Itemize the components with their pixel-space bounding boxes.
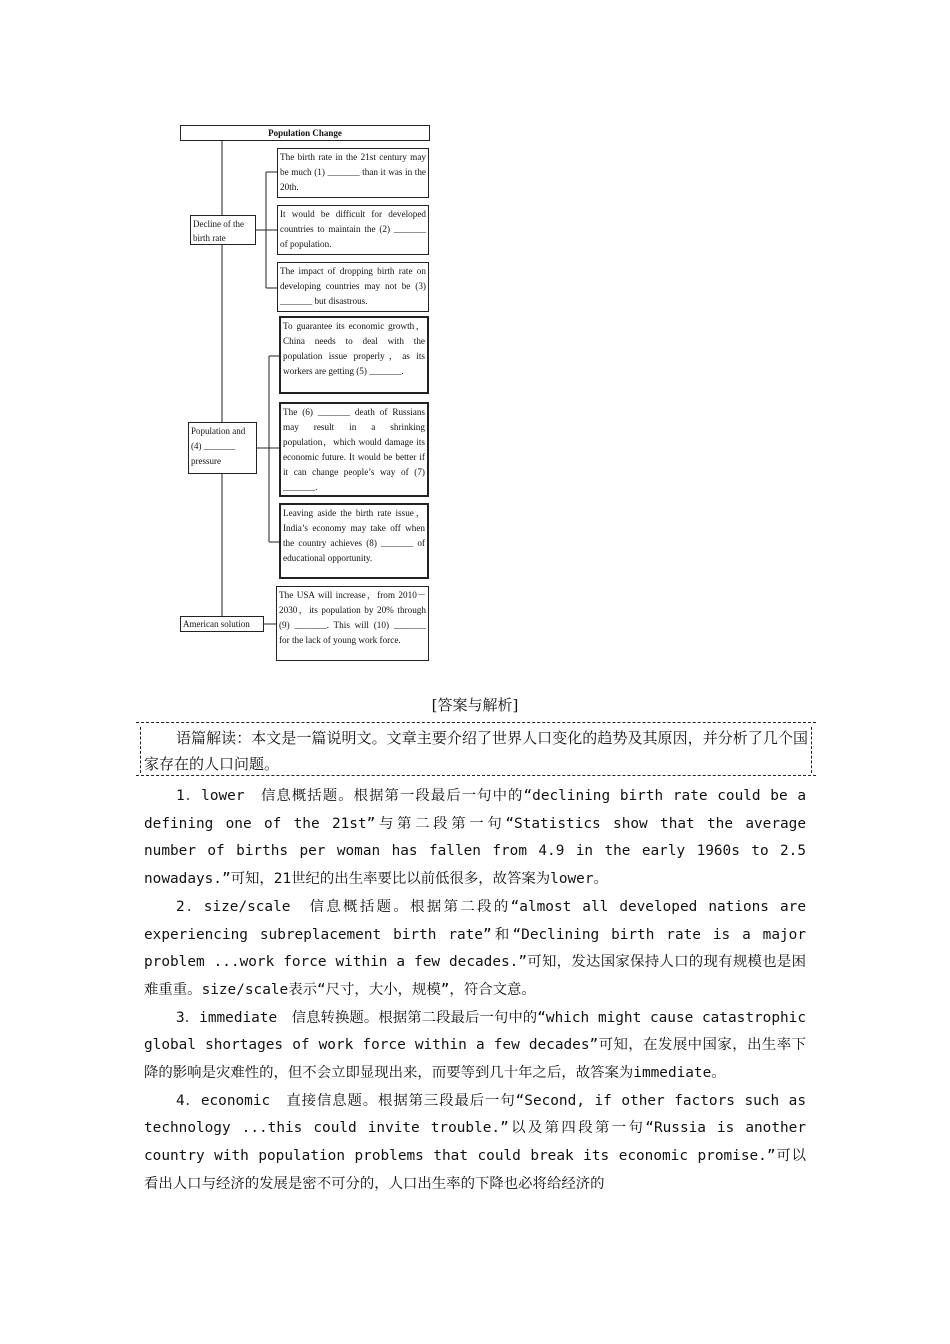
answer-explanations xyxy=(144,783,806,1199)
diagram-title: Population Change xyxy=(180,125,430,141)
reading-summary: 语篇解读：本文是一篇说明文。文章主要介绍了世界人口变化的趋势及其原因，并分析了几个国家存在的人口问题。 xyxy=(144,729,808,773)
branch-decline-birth-rate: Decline of the birth rate xyxy=(190,215,256,245)
answer-item-2: 2．size/scale 信息概括题。根据第二段的“almost all developed nations are experiencing subreplacement birth rate”和“Declining birth rate is a major problem ...work force within a few decades.”可知，发达国家保持人口的现有规模也是困难重重。size/scale表示“尺寸，大小，规模”，符合文意。 xyxy=(144,898,806,998)
branch-population-pressure: Population and (4) _______ pressure xyxy=(188,422,257,474)
answer-item-4: 4．economic 直接信息题。根据第三段最后一句“Second, if other factors such as technology ...this could invite trouble.”以及第四段第一句“Russia is another country with population problems that could break its economic promise.”可以看出人口与经济的发展是密不可分的，人口出生率的下降也必将给经济的 xyxy=(144,1092,806,1192)
box-right-edge xyxy=(811,727,812,773)
leaf-box-3: The impact of dropping birth rate on developing countries may not be (3) _______ but disastrous. xyxy=(277,262,429,312)
leaf-box-1: The birth rate in the 21st century may be much (1) _______ than it was in the 20th. xyxy=(277,148,429,198)
answer-heading: [答案与解析] xyxy=(431,696,519,714)
leaf-box-6-7: The (6) _______ death of Russians may result in a shrinking population，which would damage its economic future. It would be better if it can change people’s way of (7) _______. xyxy=(279,402,429,497)
reading-summary-box xyxy=(136,722,816,776)
leaf-box-2: It would be difficult for developed countries to maintain the (2) _______ of population. xyxy=(277,205,429,255)
leaf-box-9-10: The USA will increase，from 2010－2030，its population by 20% through (9) _______. This will (10) _______ for the lack of young work force. xyxy=(276,586,429,661)
branch-american-solution: American solution xyxy=(180,616,264,632)
leaf-box-8: Leaving aside the birth rate issue，India’s economy may take off when the country achieves (8) _______ of educational opportunity. xyxy=(279,503,429,579)
box-left-edge xyxy=(140,727,141,773)
leaf-box-5: To guarantee its economic growth，China needs to deal with the population issue properly，as its workers are getting (5) _______. xyxy=(279,316,429,394)
answer-item-3: 3．immediate 信息转换题。根据第二段最后一句中的“which might cause catastrophic global shortages of work force within a few decades”可知，在发展中国家，出生率下降的影响是灾难性的，但不会立即显现出来，而要等到几十年之后，故答案为immediate。 xyxy=(144,1009,806,1082)
answer-item-1: 1．lower 信息概括题。根据第一段最后一句中的“declining birth rate could be a defining one of the 21st”与第二段第一句“Statistics show that the average number of births per woman has fallen from 4.9 in the early 1960s to 2.5 nowadays.”可知，21世纪的出生率要比以前低很多，故答案为lower。 xyxy=(144,788,806,888)
